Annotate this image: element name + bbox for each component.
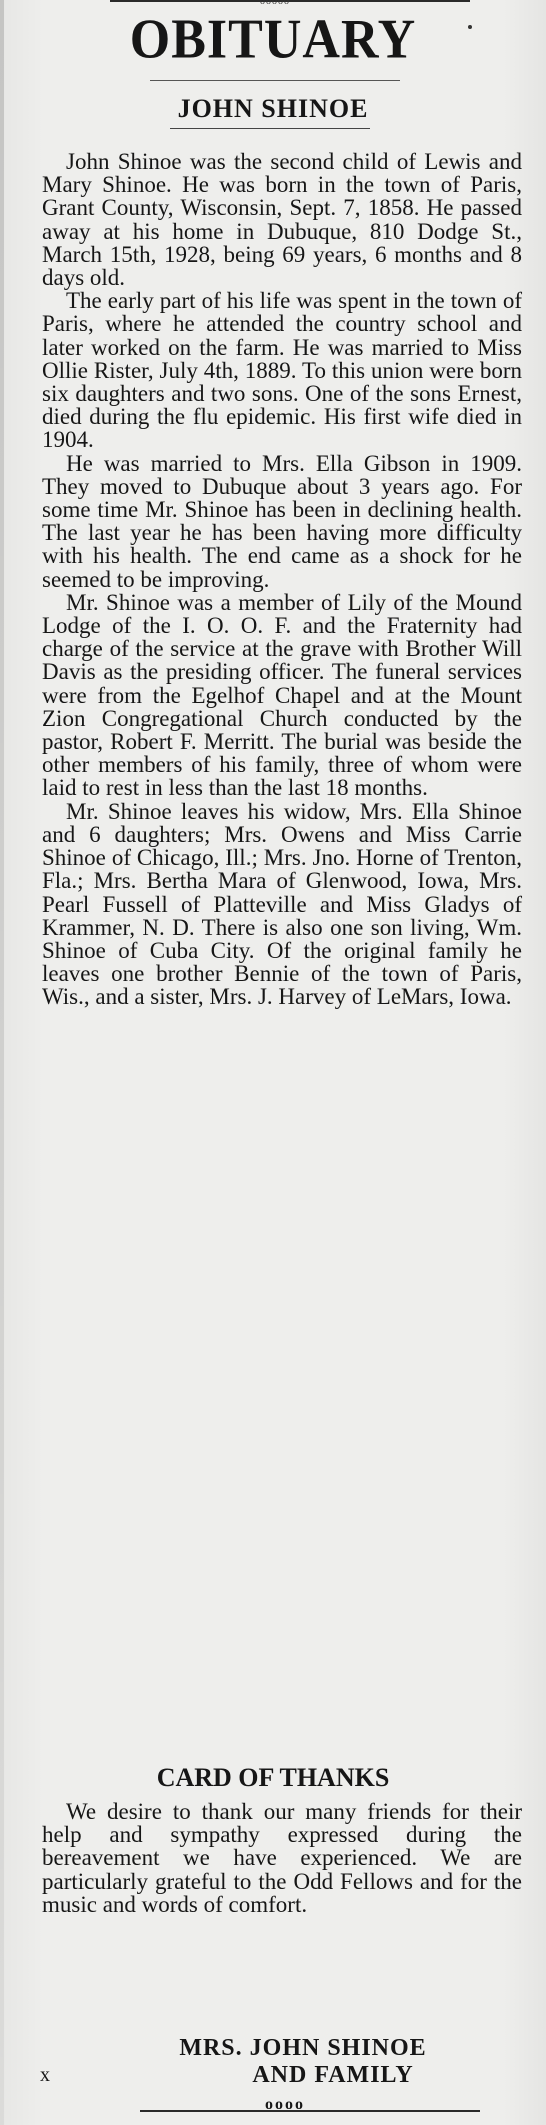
top-ornament: ooooo	[260, 0, 290, 7]
card-of-thanks-heading: CARD OF THANKS	[156, 1763, 390, 1792]
card-of-thanks-body	[42, 1800, 522, 1916]
deceased-name-heading: JOHN SHINOE	[177, 94, 369, 123]
obituary-body	[42, 150, 522, 1009]
obituary-paragraph: John Shinoe was the second child of Lewis and Mary Shinoe. He was born in the town of Paris, Grant County, Wisconsin, Sept. 7, 1858. He passed away at his home in Dubuque, 810 Dodge St., March 15th, 1928, being 69 years, 6 months and 8 days old.	[42, 149, 522, 291]
obituary-paragraph: The early part of his life was spent in the town of Paris, where he attended the country school and later worked on the farm. He was married to Miss Ollie Rister, July 4th, 1889. To this union were born six daughters and two sons. One of the sons Ernest, died during the flu epidemic. His first wife died in 1904.	[42, 288, 522, 453]
signature-line-2: AND FAMILY	[252, 2062, 414, 2088]
obituary-paragraph: Mr. Shinoe leaves his widow, Mrs. Ella Shinoe and 6 daughters; Mrs. Owens and Miss Carrie Shinoe of Chicago, Ill.; Mrs. Jno. Horne of Trenton, Fla.; Mrs. Bertha Mara of Glenwood, Iowa, Mrs. Pearl Fussell of Platteville and Miss Gladys of Krammer, N. D. There is also one son living, Wm. Shinoe of Cuba City. Of the original family he leaves one brother Bennie of the town of Paris, Wis., and a sister, Mrs. J. Harvey of LeMars, Iowa.	[42, 798, 522, 1010]
bottom-rule	[140, 2110, 480, 2112]
name-underline	[170, 128, 370, 129]
signature-line-1: MRS. JOHN SHINOE	[179, 2035, 427, 2061]
title-divider	[150, 80, 400, 81]
bottom-ornament: oooo	[265, 2096, 305, 2113]
obituary-paragraph: He was married to Mrs. Ella Gibson in 1909. They moved to Dubuque about 3 years ago. For some time Mr. Shinoe has been in declining health. The last year he has been having more difficulty with his health. The end came as a shock for he seemed to be improving.	[42, 450, 522, 592]
signature-mark: x	[40, 2064, 50, 2086]
clipping-edge-shadow	[0, 0, 4, 2125]
obituary-title: OBITUARY	[129, 9, 417, 71]
card-of-thanks-text: We desire to thank our many friends for their help and sympathy expressed during the bereavement we have experienced. We are particularly grateful to the Odd Fellows and for the music and words of comfort.	[42, 1799, 522, 1917]
obituary-paragraph: Mr. Shinoe was a member of Lily of the Mound Lodge of the I. O. O. F. and the Fraternity had charge of the service at the grave with Brother Will Davis as the presiding officer. The funeral services were from the Egelhof Chapel and at the Mount Zion Congregational Church conducted by the pastor, Robert F. Merritt. The burial was beside the other members of his family, three of whom were laid to rest in less than the last 18 months.	[42, 589, 522, 801]
